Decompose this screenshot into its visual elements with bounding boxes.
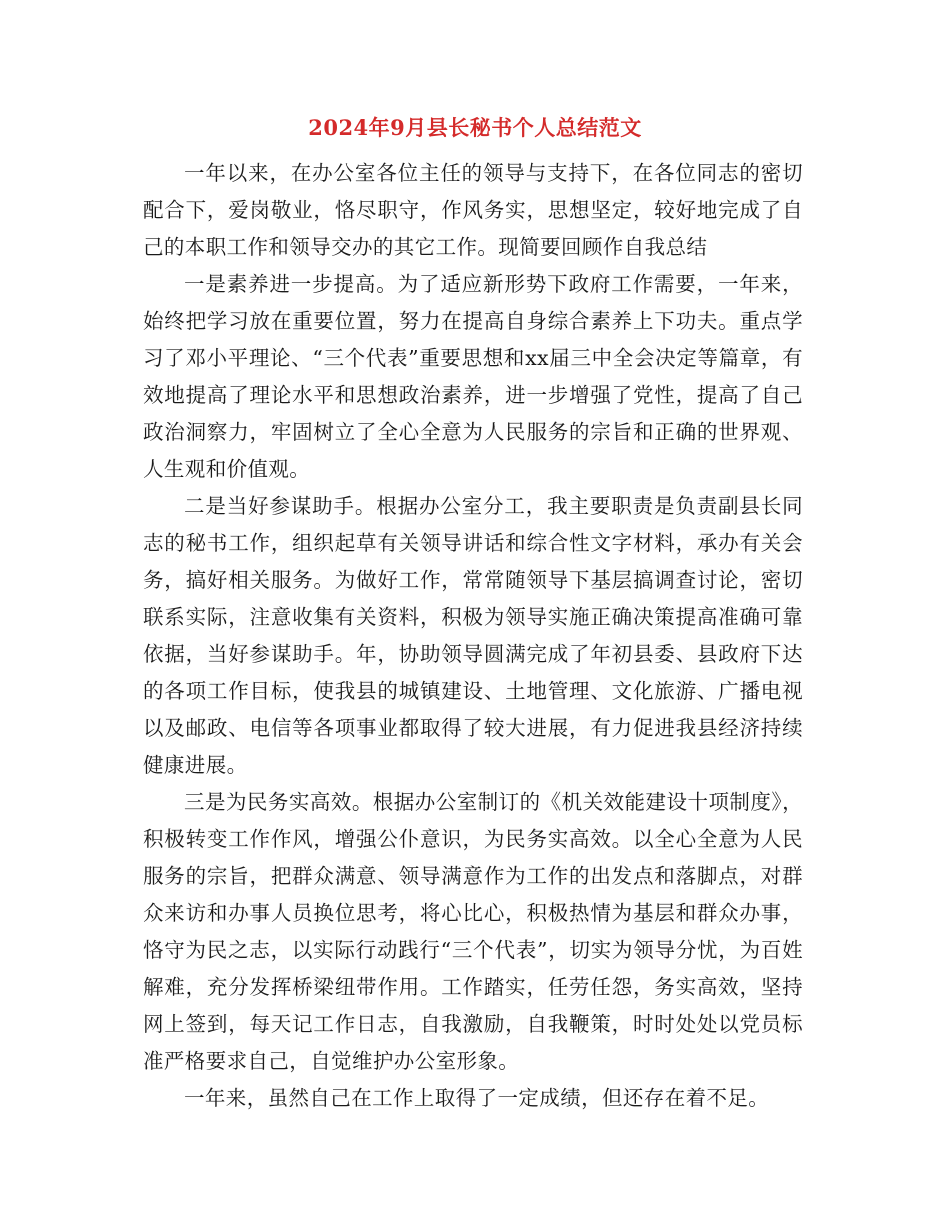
- paragraph-serve-people: 三是为民务实高效。根据办公室制订的《机关效能建设十项制度》，积极转变工作作风，增强公仆意识，为民务实高效。以全心全意为人民服务的宗旨，把群众满意、领导满意作为工作的出发点和落脚点，对群众来访和办事人员换位思考，将心比心，积极热情为基层和群众办事，恪守为民之志，以实际行动践行“三个代表”，切实为领导分忧，为百姓解难，充分发挥桥梁纽带作用。工作踏实，任劳任怨，务实高效，坚持网上签到，每天记工作日志，自我激励，自我鞭策，时时处处以党员标准严格要求自己，自觉维护办公室形象。: [143, 790, 803, 1073]
- paragraph-quality-improvement: 一是素养进一步提高。为了适应新形势下政府工作需要，一年来，始终把学习放在重要位置，努力在提高自身综合素养上下功夫。重点学习了邓小平理论、“三个代表”重要思想和xx届三中全会决定等篇章，有效地提高了理论水平和思想政治素养，进一步增强了党性，提高了自己政治洞察力，牢固树立了全心全意为人民服务的宗旨和正确的世界观、人生观和价值观。: [143, 272, 803, 481]
- document-body: [143, 155, 803, 1117]
- paragraph-advisor-assistant: 二是当好参谋助手。根据办公室分工，我主要职责是负责副县长同志的秘书工作，组织起草有关领导讲话和综合性文字材料，承办有关会务，搞好相关服务。为做好工作，常常随领导下基层搞调查讨论，密切联系实际，注意收集有关资料，积极为领导实施正确决策提高准确可靠依据，当好参谋助手。年，协助领导圆满完成了年初县委、县政府下达的各项工作目标，使我县的城镇建设、土地管理、文化旅游、广播电视以及邮政、电信等各项事业都取得了较大进展，有力促进我县经济持续健康进展。: [143, 494, 803, 777]
- paragraph-shortcomings: 一年来，虽然自己在工作上取得了一定成绩，但还存在着不足。: [184, 1086, 770, 1110]
- document-title: 2024年9月县长秘书个人总结范文: [308, 115, 642, 140]
- paragraph-intro: 一年以来，在办公室各位主任的领导与支持下，在各位同志的密切配合下，爱岗敬业，恪尽职守，作风务实，思想坚定，较好地完成了自己的本职工作和领导交办的其它工作。现简要回顾作自我总结: [143, 161, 803, 259]
